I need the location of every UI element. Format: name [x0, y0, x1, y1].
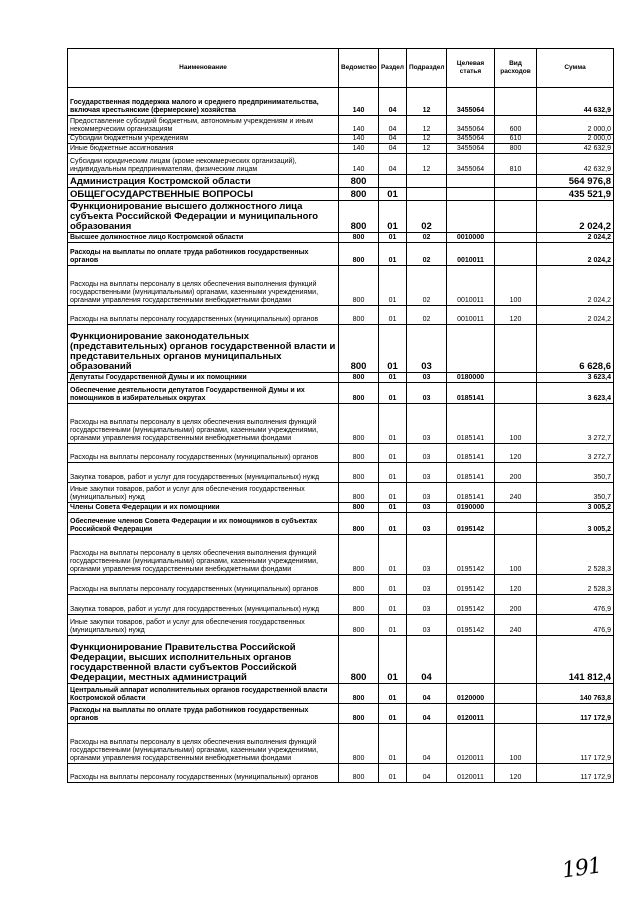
cell-name: Иные закупки товаров, работ и услуг для обеспечения государственных (муниципальных) нужд [68, 483, 339, 503]
cell-section: 04 [379, 135, 407, 144]
cell-section: 01 [379, 233, 407, 243]
cell-subsection [407, 175, 447, 188]
table-row [68, 201, 614, 233]
table-row [68, 144, 614, 154]
table-row [68, 325, 614, 373]
cell-department: 800 [339, 575, 379, 595]
cell-subsection: 03 [407, 483, 447, 503]
table-row [68, 575, 614, 595]
cell-expense-type [495, 383, 537, 404]
table-row [68, 595, 614, 615]
cell-amount: 2 000,0 [537, 116, 614, 135]
cell-department: 800 [339, 175, 379, 188]
cell-target-item: 0120011 [447, 704, 495, 724]
cell-name: Расходы на выплаты персоналу государственных (муниципальных) органов [68, 444, 339, 463]
budget-table [67, 48, 614, 783]
table-row [68, 483, 614, 503]
cell-expense-type: 200 [495, 463, 537, 483]
cell-section: 01 [379, 325, 407, 373]
cell-target-item: 0195142 [447, 595, 495, 615]
cell-expense-type [495, 636, 537, 684]
cell-amount: 476,9 [537, 595, 614, 615]
cell-amount: 117 172,9 [537, 704, 614, 724]
table-row [68, 444, 614, 463]
cell-target-item: 3455064 [447, 144, 495, 154]
cell-target-item: 0010011 [447, 306, 495, 325]
cell-subsection: 12 [407, 154, 447, 175]
cell-section: 01 [379, 615, 407, 636]
cell-name: Центральный аппарат исполнительных органов государственной власти Костромской области [68, 684, 339, 704]
cell-name: Расходы на выплаты персоналу в целях обеспечения выполнения функций государственными (муниципальными) органами, казенными учреждениями, органами управления государственными внебюджетными фондами [68, 266, 339, 306]
table-row [68, 306, 614, 325]
cell-department: 800 [339, 724, 379, 764]
cell-subsection: 12 [407, 144, 447, 154]
cell-amount: 2 024,2 [537, 243, 614, 266]
cell-name: Расходы на выплаты персоналу государственных (муниципальных) органов [68, 764, 339, 783]
table-row [68, 684, 614, 704]
cell-department: 800 [339, 383, 379, 404]
cell-target-item [447, 188, 495, 201]
cell-target-item: 0195142 [447, 535, 495, 575]
cell-amount: 2 024,2 [537, 201, 614, 233]
cell-name: Высшее должностное лицо Костромской области [68, 233, 339, 243]
cell-expense-type [495, 175, 537, 188]
cell-amount: 3 005,2 [537, 513, 614, 535]
cell-amount: 476,9 [537, 615, 614, 636]
table-row [68, 724, 614, 764]
column-header-name: Наименование [68, 49, 339, 88]
table-row [68, 503, 614, 513]
cell-section: 01 [379, 764, 407, 783]
cell-department: 800 [339, 513, 379, 535]
cell-section: 01 [379, 483, 407, 503]
column-header-target-item: Целевая статья [447, 49, 495, 88]
table-row [68, 116, 614, 135]
cell-department: 140 [339, 88, 379, 116]
cell-target-item [447, 636, 495, 684]
cell-subsection: 04 [407, 636, 447, 684]
cell-department: 800 [339, 503, 379, 513]
cell-subsection: 03 [407, 325, 447, 373]
column-header-department: Ведомство [339, 49, 379, 88]
cell-section: 01 [379, 513, 407, 535]
cell-amount: 117 172,9 [537, 764, 614, 783]
cell-expense-type: 200 [495, 595, 537, 615]
cell-target-item: 0190000 [447, 503, 495, 513]
cell-target-item: 0010000 [447, 233, 495, 243]
cell-subsection: 02 [407, 266, 447, 306]
cell-expense-type: 800 [495, 144, 537, 154]
table-body [68, 88, 614, 783]
cell-expense-type [495, 201, 537, 233]
cell-name: Иные бюджетные ассигнования [68, 144, 339, 154]
cell-section: 01 [379, 306, 407, 325]
cell-section: 01 [379, 575, 407, 595]
cell-department: 140 [339, 116, 379, 135]
cell-subsection: 02 [407, 201, 447, 233]
column-header-section: Раздел [379, 49, 407, 88]
cell-name: Субсидии юридическим лицам (кроме некоммерческих организаций), индивидуальным предпринимателям, физическим лицам [68, 154, 339, 175]
cell-target-item [447, 325, 495, 373]
cell-subsection: 03 [407, 463, 447, 483]
cell-subsection: 03 [407, 513, 447, 535]
cell-section: 01 [379, 463, 407, 483]
cell-section: 01 [379, 188, 407, 201]
cell-name: Расходы на выплаты персоналу в целях обеспечения выполнения функций государственными (муниципальными) органами, казенными учреждениями, органами управления государственными внебюджетными фондами [68, 724, 339, 764]
cell-subsection: 12 [407, 135, 447, 144]
cell-amount: 3 623,4 [537, 373, 614, 383]
cell-name: Расходы на выплаты по оплате труда работников государственных органов [68, 704, 339, 724]
cell-target-item: 0120011 [447, 764, 495, 783]
cell-target-item: 0010011 [447, 266, 495, 306]
table-row [68, 463, 614, 483]
cell-subsection: 04 [407, 684, 447, 704]
cell-expense-type [495, 88, 537, 116]
column-header-expense-type: Вид расходов [495, 49, 537, 88]
cell-subsection: 02 [407, 233, 447, 243]
cell-expense-type: 240 [495, 615, 537, 636]
cell-department: 800 [339, 233, 379, 243]
table-row [68, 233, 614, 243]
cell-name: Администрация Костромской области [68, 175, 339, 188]
cell-amount: 141 812,4 [537, 636, 614, 684]
cell-subsection: 03 [407, 535, 447, 575]
cell-expense-type: 100 [495, 404, 537, 444]
cell-name: ОБЩЕГОСУДАРСТВЕННЫЕ ВОПРОСЫ [68, 188, 339, 201]
cell-department: 800 [339, 325, 379, 373]
column-header-subsection: Подраздел [407, 49, 447, 88]
cell-amount: 6 628,6 [537, 325, 614, 373]
cell-target-item: 0185141 [447, 444, 495, 463]
cell-target-item: 0180000 [447, 373, 495, 383]
cell-section: 01 [379, 444, 407, 463]
cell-expense-type: 120 [495, 575, 537, 595]
cell-subsection: 03 [407, 575, 447, 595]
cell-section: 04 [379, 144, 407, 154]
cell-amount: 3 272,7 [537, 404, 614, 444]
cell-subsection: 03 [407, 373, 447, 383]
cell-target-item: 3455064 [447, 135, 495, 144]
cell-name: Закупка товаров, работ и услуг для государственных (муниципальных) нужд [68, 463, 339, 483]
cell-subsection: 04 [407, 704, 447, 724]
cell-subsection: 12 [407, 116, 447, 135]
table-row [68, 135, 614, 144]
cell-expense-type [495, 503, 537, 513]
cell-section: 01 [379, 201, 407, 233]
table-row [68, 88, 614, 116]
cell-expense-type: 610 [495, 135, 537, 144]
cell-name: Обеспечение деятельности депутатов Государственной Думы и их помощников в избирательных округах [68, 383, 339, 404]
cell-expense-type [495, 513, 537, 535]
cell-department: 800 [339, 615, 379, 636]
page-number: 191 [560, 853, 603, 884]
cell-department: 800 [339, 266, 379, 306]
table-row [68, 175, 614, 188]
cell-subsection [407, 188, 447, 201]
cell-name: Члены Совета Федерации и их помощники [68, 503, 339, 513]
cell-section: 04 [379, 154, 407, 175]
cell-department: 800 [339, 188, 379, 201]
column-header-amount: Сумма [537, 49, 614, 88]
cell-subsection: 03 [407, 615, 447, 636]
cell-target-item: 0120000 [447, 684, 495, 704]
cell-section: 04 [379, 116, 407, 135]
cell-expense-type: 120 [495, 764, 537, 783]
table-row [68, 373, 614, 383]
cell-department: 800 [339, 404, 379, 444]
cell-section [379, 175, 407, 188]
cell-expense-type [495, 188, 537, 201]
cell-subsection: 03 [407, 503, 447, 513]
cell-name: Функционирование Правительства Российской Федерации, высших исполнительных органов государственной власти субъектов Российской Федерации, местных администраций [68, 636, 339, 684]
table-row [68, 535, 614, 575]
cell-expense-type: 120 [495, 306, 537, 325]
cell-amount: 435 521,9 [537, 188, 614, 201]
table-row [68, 188, 614, 201]
cell-name: Предоставление субсидий бюджетным, автономным учреждениям и иным некоммерческим организациям [68, 116, 339, 135]
cell-expense-type: 100 [495, 535, 537, 575]
cell-subsection: 02 [407, 306, 447, 325]
cell-target-item [447, 201, 495, 233]
cell-name: Расходы на выплаты персоналу в целях обеспечения выполнения функций государственными (муниципальными) органами, казенными учреждениями, органами управления государственными внебюджетными фондами [68, 404, 339, 444]
cell-section: 01 [379, 243, 407, 266]
cell-department: 800 [339, 306, 379, 325]
cell-amount: 44 632,9 [537, 88, 614, 116]
cell-amount: 2 528,3 [537, 575, 614, 595]
cell-target-item: 3455064 [447, 88, 495, 116]
table-row [68, 704, 614, 724]
cell-name: Расходы на выплаты персоналу в целях обеспечения выполнения функций государственными (муниципальными) органами, казенными учреждениями, органами управления государственными внебюджетными фондами [68, 535, 339, 575]
cell-section: 04 [379, 88, 407, 116]
cell-department: 800 [339, 444, 379, 463]
cell-subsection: 02 [407, 243, 447, 266]
cell-amount: 3 272,7 [537, 444, 614, 463]
cell-subsection: 03 [407, 444, 447, 463]
table-row [68, 243, 614, 266]
cell-name: Обеспечение членов Совета Федерации и их помощников в субъектах Российской Федерации [68, 513, 339, 535]
cell-amount: 3 005,2 [537, 503, 614, 513]
cell-amount: 350,7 [537, 483, 614, 503]
cell-expense-type [495, 684, 537, 704]
cell-target-item: 0185141 [447, 404, 495, 444]
cell-name: Иные закупки товаров, работ и услуг для обеспечения государственных (муниципальных) нужд [68, 615, 339, 636]
cell-department: 800 [339, 201, 379, 233]
table-row [68, 764, 614, 783]
cell-subsection: 03 [407, 404, 447, 444]
cell-amount: 2 024,2 [537, 306, 614, 325]
cell-amount: 140 763,8 [537, 684, 614, 704]
cell-name: Функционирование законодательных (представительных) органов государственной власти и представительных органов муниципальных образований [68, 325, 339, 373]
cell-department: 800 [339, 636, 379, 684]
cell-target-item: 0185141 [447, 463, 495, 483]
cell-target-item: 0195142 [447, 615, 495, 636]
cell-target-item: 0185141 [447, 383, 495, 404]
table-row [68, 383, 614, 404]
cell-department: 800 [339, 463, 379, 483]
cell-amount: 117 172,9 [537, 724, 614, 764]
table-row [68, 266, 614, 306]
cell-department: 800 [339, 595, 379, 615]
cell-name: Закупка товаров, работ и услуг для государственных (муниципальных) нужд [68, 595, 339, 615]
cell-expense-type: 240 [495, 483, 537, 503]
cell-section: 01 [379, 535, 407, 575]
cell-section: 01 [379, 373, 407, 383]
cell-amount: 350,7 [537, 463, 614, 483]
cell-department: 140 [339, 154, 379, 175]
cell-section: 01 [379, 684, 407, 704]
cell-target-item: 0195142 [447, 513, 495, 535]
cell-department: 800 [339, 764, 379, 783]
cell-section: 01 [379, 724, 407, 764]
cell-expense-type: 120 [495, 444, 537, 463]
cell-subsection: 03 [407, 595, 447, 615]
cell-department: 800 [339, 535, 379, 575]
cell-target-item: 3455064 [447, 116, 495, 135]
cell-expense-type: 100 [495, 266, 537, 306]
table-row [68, 636, 614, 684]
cell-target-item [447, 175, 495, 188]
cell-department: 140 [339, 144, 379, 154]
cell-department: 800 [339, 704, 379, 724]
table-header-row [68, 49, 614, 88]
cell-target-item: 0195142 [447, 575, 495, 595]
cell-expense-type [495, 325, 537, 373]
cell-section: 01 [379, 383, 407, 404]
cell-subsection: 12 [407, 88, 447, 116]
cell-amount: 42 632,9 [537, 144, 614, 154]
cell-section: 01 [379, 266, 407, 306]
cell-name: Расходы на выплаты по оплате труда работников государственных органов [68, 243, 339, 266]
cell-amount: 2 024,2 [537, 266, 614, 306]
cell-target-item: 0120011 [447, 724, 495, 764]
cell-section: 01 [379, 595, 407, 615]
cell-department: 800 [339, 483, 379, 503]
table-row [68, 615, 614, 636]
cell-expense-type [495, 243, 537, 266]
cell-subsection: 04 [407, 724, 447, 764]
cell-department: 800 [339, 373, 379, 383]
table-row [68, 513, 614, 535]
cell-name: Субсидии бюджетным учреждениям [68, 135, 339, 144]
cell-name: Расходы на выплаты персоналу государственных (муниципальных) органов [68, 575, 339, 595]
cell-expense-type [495, 233, 537, 243]
cell-amount: 2 024,2 [537, 233, 614, 243]
cell-amount: 564 976,8 [537, 175, 614, 188]
cell-expense-type: 600 [495, 116, 537, 135]
cell-expense-type: 810 [495, 154, 537, 175]
cell-section: 01 [379, 404, 407, 444]
cell-name: Расходы на выплаты персоналу государственных (муниципальных) органов [68, 306, 339, 325]
budget-sheet [67, 48, 613, 783]
cell-target-item: 3455064 [447, 154, 495, 175]
cell-amount: 42 632,9 [537, 154, 614, 175]
cell-target-item: 0010011 [447, 243, 495, 266]
cell-amount: 2 000,0 [537, 135, 614, 144]
cell-amount: 2 528,3 [537, 535, 614, 575]
cell-department: 800 [339, 243, 379, 266]
cell-expense-type [495, 704, 537, 724]
cell-subsection: 04 [407, 764, 447, 783]
cell-name: Государственная поддержка малого и среднего предпринимательства, включая крестьянские (фермерские) хозяйства [68, 88, 339, 116]
cell-name: Депутаты Государственной Думы и их помощники [68, 373, 339, 383]
cell-section: 01 [379, 636, 407, 684]
cell-subsection: 03 [407, 383, 447, 404]
cell-department: 800 [339, 684, 379, 704]
cell-expense-type [495, 373, 537, 383]
cell-department: 140 [339, 135, 379, 144]
cell-section: 01 [379, 704, 407, 724]
cell-expense-type: 100 [495, 724, 537, 764]
table-row [68, 154, 614, 175]
cell-target-item: 0185141 [447, 483, 495, 503]
cell-name: Функционирование высшего должностного лица субъекта Российской Федерации и муниципального образования [68, 201, 339, 233]
cell-amount: 3 623,4 [537, 383, 614, 404]
table-row [68, 404, 614, 444]
cell-section: 01 [379, 503, 407, 513]
